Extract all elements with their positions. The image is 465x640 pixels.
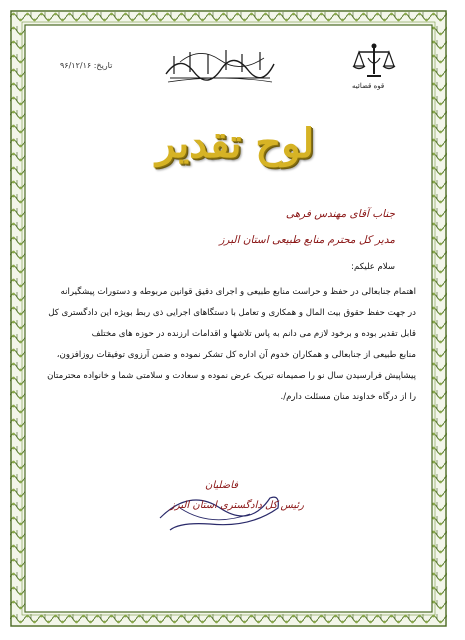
body-line: منابع طبیعی از جنابعالی و همکاران خدوم آن اداره کل تشکر نموده و ضمن آرزوی توفیقات روزافزون، bbox=[56, 350, 416, 360]
body-line: قابل تقدیر بوده و برخود لازم می دانم به پاس تلاشها و اقدامات ارزنده در حوزه های مختلف bbox=[91, 329, 416, 339]
judiciary-emblem-icon bbox=[349, 40, 399, 86]
body-line: را از درگاه خداوند منان مسئلت دارم/. bbox=[280, 392, 416, 402]
date-text: تاریخ: ۹۶/۱۲/۱۶ bbox=[60, 61, 113, 70]
basmala-calligraphy bbox=[160, 44, 280, 90]
body-line: در جهت حفظ حقوق بیت المال و همکاری و تعامل با دستگاهای اجرایی ذی ربط بویژه این دادگستری کل bbox=[48, 308, 416, 318]
signatory-position: رئیس کل دادگستری استان البرز bbox=[170, 500, 304, 511]
body-line: پیشاپیش فرارسیدن سال نو را صمیمانه تبریک عرض نموده و سعادت و سلامتی شما و خانواده محترمتان bbox=[47, 371, 416, 381]
certificate-body bbox=[46, 282, 416, 408]
body-line: اهتمام جنابعالی در حفظ و حراست منابع طبیعی و اجرای دقیق قوانین مربوطه و دستورات پیشگیرانه bbox=[60, 287, 416, 297]
recipient-name: جناب آقای مهندس فرهی bbox=[285, 208, 395, 220]
certificate-title: لوح تقدیر bbox=[155, 120, 315, 167]
greeting-text: سلام علیکم: bbox=[351, 262, 395, 272]
signatory-name: فاضلیان bbox=[205, 480, 239, 491]
recipient-position: مدیر کل محترم منابع طبیعی استان البرز bbox=[219, 234, 395, 246]
judiciary-label: قوه قضائیه bbox=[352, 82, 385, 90]
